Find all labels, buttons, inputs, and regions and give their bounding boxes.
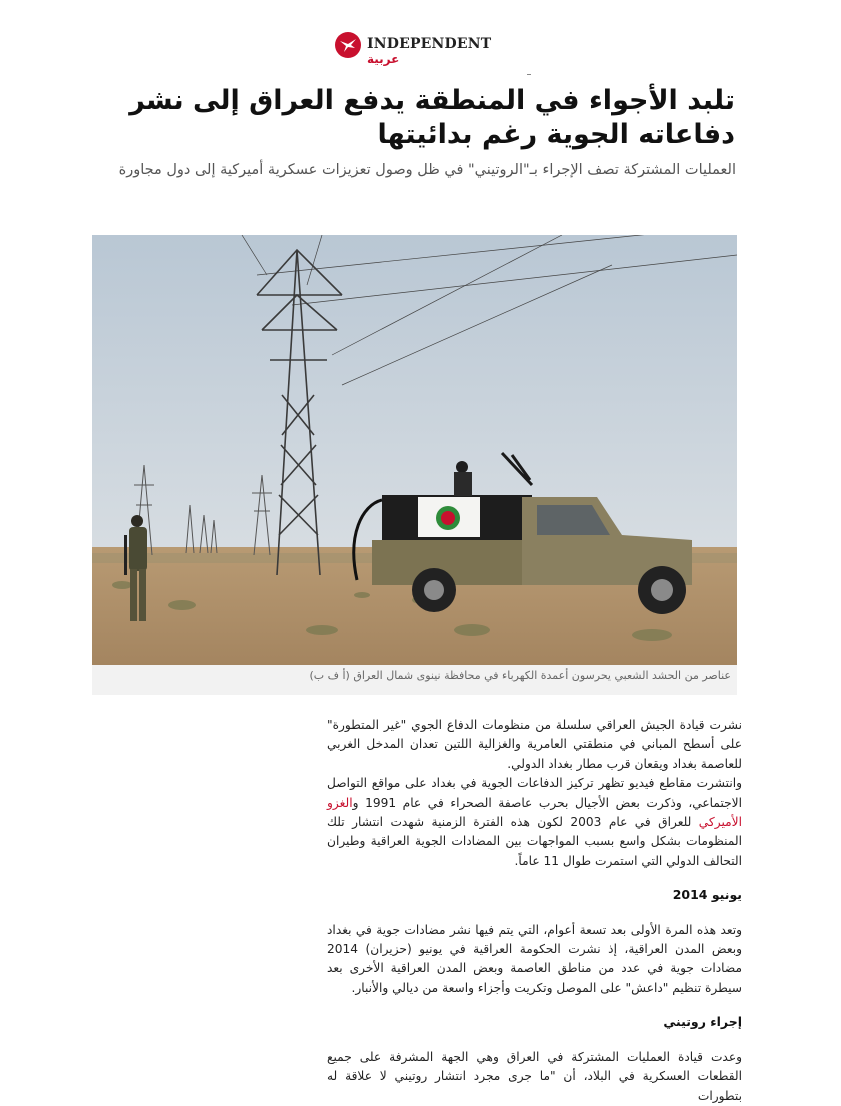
image-caption: عناصر من الحشد الشعبي يحرسون أعمدة الكهرباء في محافظة نينوى شمال العراق (أ ف ب) xyxy=(92,665,737,695)
divider xyxy=(527,74,531,75)
section-heading: إجراء روتيني xyxy=(663,1014,742,1030)
brand-logo[interactable] xyxy=(335,30,495,70)
paragraph: وتعد هذه المرة الأولى بعد تسعة أعوام، التي يتم فيها نشر مضادات جوية في بغداد وبعض المدن العراقية، إذ نشرت الحكومة العراقية في يونيو (حزيران) 2014 مضادات جوية في عدد من مناطق العاصمة وبعض المدن العراقية الأخرى بعد سيطرة تنظيم "داعش" على الموصل وتكريت وأجزاء واسعة من ديالي والأنبار. xyxy=(327,922,742,995)
article-headline: تلبد الأجواء في المنطقة يدفع العراق إلى نشر دفاعاته الجوية رغم بدائيتها xyxy=(129,85,735,150)
paragraph-text: للعراق في عام 2003 لكون هذه الفترة الزمنية شهدت انتشار تلك المنظومات بشكل واسع بسبب المواجهات بين المضادات الجوية العراقية وطيران التحالف الدولي التي استمرت طوال 11 عاماً. xyxy=(327,815,742,868)
article-subheadline: العمليات المشتركة تصف الإجراء بـ"الروتيني" في ظل وصول تعزيزات عسكرية أميركية إلى دول مجاورة xyxy=(118,162,736,178)
section-heading: يونيو 2014 xyxy=(672,887,742,903)
paragraph-text: وانتشرت مقاطع فيديو تظهر تركيز الدفاعات الجوية في بغداد على مواقع التواصل الاجتماعي، وذكرت بعض الأجيال بحرب عاصفة الصحراء في عام 1991 و xyxy=(327,776,742,810)
brand-name: INDEPENDENT xyxy=(367,36,492,52)
inline-link[interactable]: الغزو الأميركي xyxy=(327,795,742,830)
photo-illustration xyxy=(92,235,737,665)
article-body xyxy=(327,716,742,1106)
brand-sub: عربية xyxy=(367,52,400,66)
paragraph: وعدت قيادة العمليات المشتركة في العراق وهي الجهة المشرفة على جميع القطعات العسكرية في البلاد، أن "ما جرى مجرد انتشار روتيني لا علاقة له بتطورات xyxy=(327,1049,742,1103)
paragraph xyxy=(327,774,742,871)
eagle-logo-icon xyxy=(335,32,361,58)
paragraph: نشرت قيادة الجيش العراقي سلسلة من منظومات الدفاع الجوي "غير المتطورة" على أسطح المباني في منطقتي العامرية والغزالية اللتين تعدان المدخل الغربي للعاصمة بغداد ويقعان قرب مطار بغداد الدولي. xyxy=(327,718,742,771)
article-photo[interactable] xyxy=(92,235,737,665)
